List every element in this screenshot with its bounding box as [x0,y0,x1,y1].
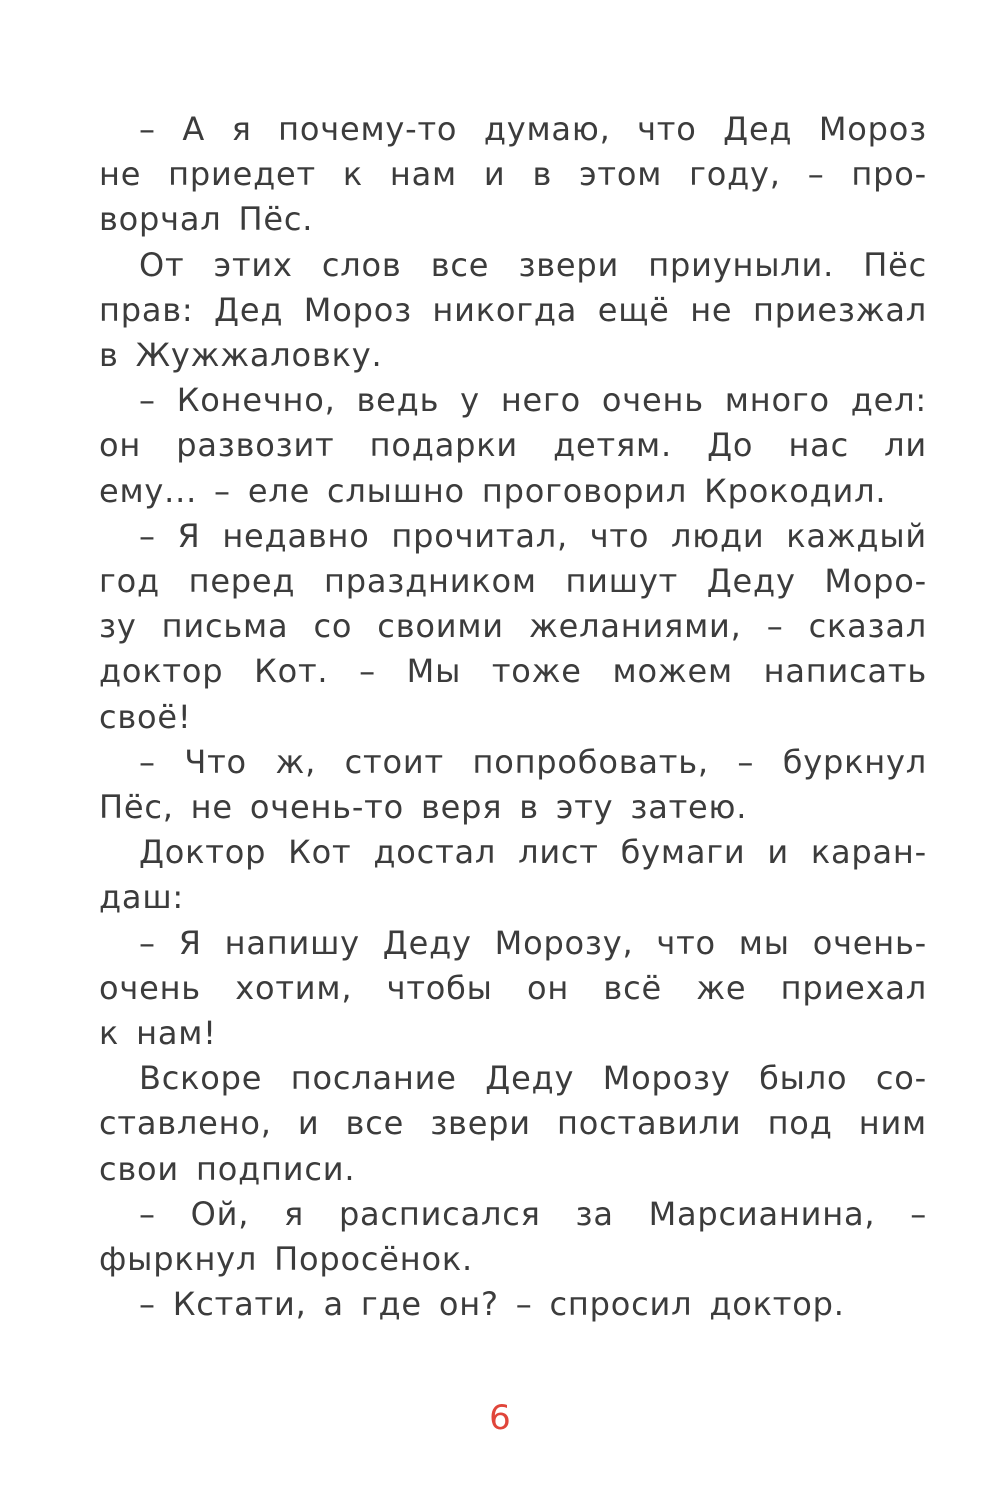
text-line: – Ой, я расписался за Марсианина, – [139,1194,927,1233]
text-line: свои подписи. [99,1149,356,1188]
text-line: прав: Дед Мороз никогда ещё не приезжал [99,290,927,329]
text-line: – Конечно, ведь у него очень много дел: [139,381,927,420]
paragraph [99,921,927,1057]
text-line: От этих слов все звери приуныли. Пёс [139,245,927,284]
text-line: год перед праздником пишут Деду Моро- [99,562,927,601]
paragraph [99,243,927,379]
text-line: в Жужжаловку. [99,336,383,375]
text-line: доктор Кот. – Мы тоже можем написать [99,652,927,691]
paragraph [99,1056,927,1192]
text-line: своё! [99,697,192,736]
text-line: – Что ж, стоит попробовать, – буркнул [139,742,927,781]
text-line: ему... – еле слышно проговорил Крокодил. [99,471,887,510]
paragraph [99,107,927,243]
text-line: он развозит подарки детям. До нас ли [99,426,927,465]
paragraph [99,830,927,920]
paragraph [99,378,927,514]
text-line: зу письма со своими желаниями, – сказал [99,607,927,646]
text-line: ворчал Пёс. [99,200,314,239]
text-line: – Я недавно прочитал, что люди каждый [139,516,927,555]
text-line: Пёс, не очень-то веря в эту затею. [99,788,748,827]
text-line: – Кстати, а где он? – спросил доктор. [139,1285,845,1324]
text-line: Вскоре послание Деду Морозу было со- [139,1059,927,1098]
paragraph [99,740,927,830]
paragraph [99,514,927,740]
text-line: – А я почему-то думаю, что Дед Мороз [139,110,927,148]
text-line: – Я напишу Деду Морозу, что мы очень- [139,923,927,962]
text-line: к нам! [99,1014,217,1053]
text-line: ставлено, и все звери поставили под ним [99,1104,927,1143]
page-text [99,107,927,1327]
page-number: 6 [489,1398,511,1438]
text-line: фыркнул Поросёнок. [99,1240,473,1279]
text-line: даш: [99,878,184,917]
paragraph [99,1282,927,1327]
text-line: очень хотим, чтобы он всё же приехал [99,968,927,1007]
text-line: не приедет к нам и в этом году, – про- [99,155,927,194]
paragraph [99,1192,927,1282]
text-line: Доктор Кот достал лист бумаги и каран- [139,833,927,872]
